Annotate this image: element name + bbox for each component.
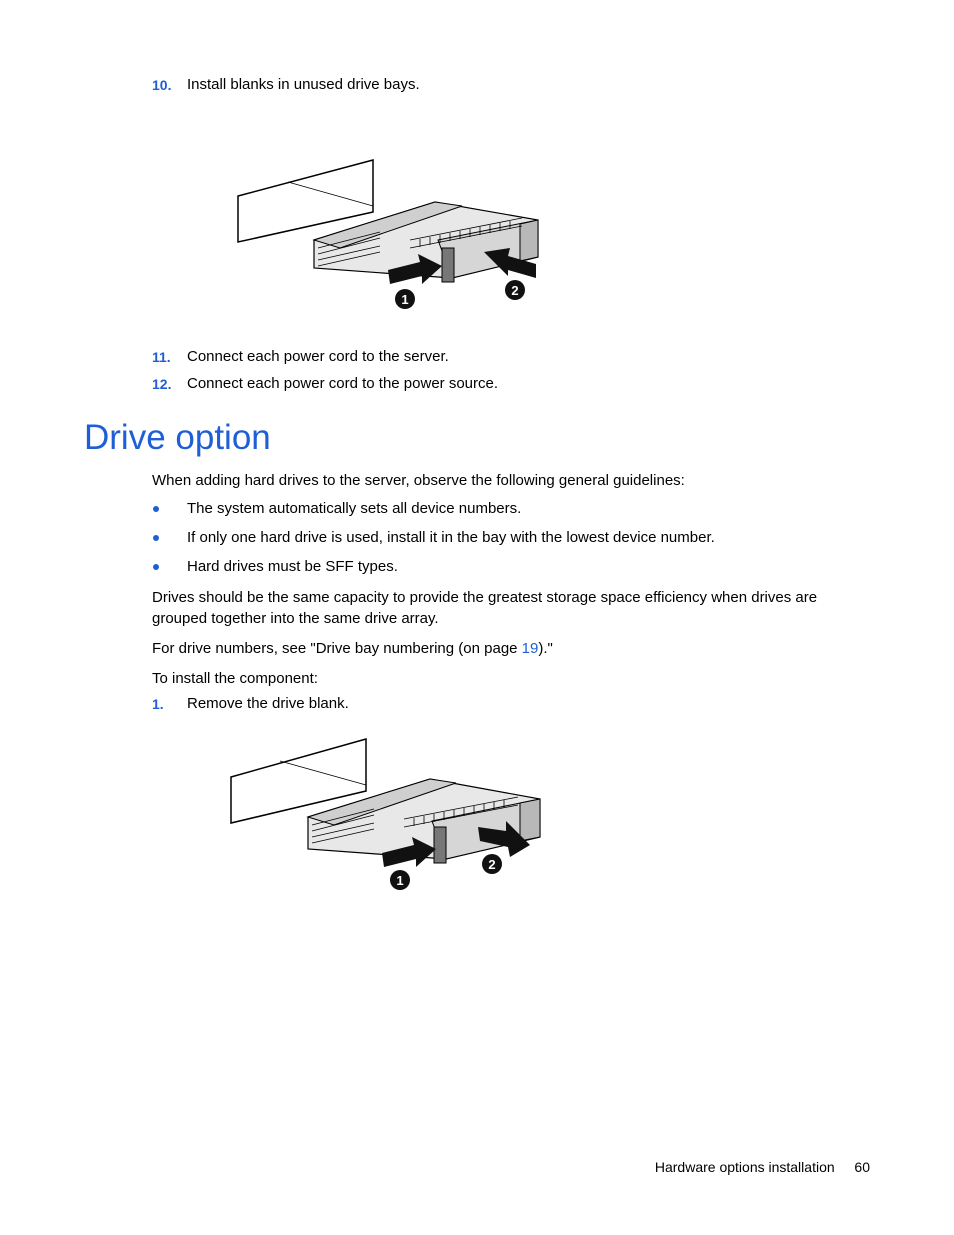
- callout-number: 2: [511, 283, 519, 298]
- capacity-paragraph: Drives should be the same capacity to provide the greatest storage space efficiency when drives are grouped together into the same drive array.: [152, 589, 818, 627]
- step-number: 1.: [152, 696, 164, 712]
- install-intro: To install the component:: [152, 670, 318, 687]
- install-blank-illustration: [230, 152, 560, 317]
- bullet-dot-icon: [153, 564, 159, 570]
- callout-number: 1: [401, 292, 409, 307]
- footer-label: Hardware options installation: [654, 1159, 835, 1175]
- step-text: Remove the drive blank.: [187, 695, 349, 712]
- page-number: 60: [854, 1159, 870, 1175]
- bullet-dot-icon: [153, 506, 159, 512]
- step-text: Connect each power cord to the power source.: [187, 375, 499, 392]
- bullet-dot-icon: [153, 535, 159, 541]
- intro-paragraph: When adding hard drives to the server, observe the following general guidelines:: [152, 472, 685, 489]
- step-text: Connect each power cord to the server.: [187, 348, 449, 365]
- step-number: 10.: [152, 77, 172, 93]
- bullet-text: The system automatically sets all device numbers.: [187, 500, 522, 517]
- step-number: 11.: [152, 349, 171, 365]
- numbering-paragraph: [152, 638, 874, 659]
- bullet-text: If only one hard drive is used, install it in the bay with the lowest device number.: [187, 529, 715, 546]
- numbering-suffix: ).": [538, 640, 553, 657]
- page-link[interactable]: 19: [521, 640, 539, 657]
- step-number: 12.: [152, 376, 172, 392]
- numbering-prefix: For drive numbers, see "Drive bay numbering (on page: [152, 640, 522, 657]
- page-footer: [655, 1159, 870, 1175]
- bullet-text: Hard drives must be SFF types.: [187, 558, 398, 575]
- callout-number: 1: [396, 873, 404, 888]
- section-title: Drive option: [84, 418, 271, 457]
- step-text: Install blanks in unused drive bays.: [187, 76, 420, 93]
- callout-number: 2: [488, 857, 496, 872]
- remove-blank-illustration: [224, 733, 554, 898]
